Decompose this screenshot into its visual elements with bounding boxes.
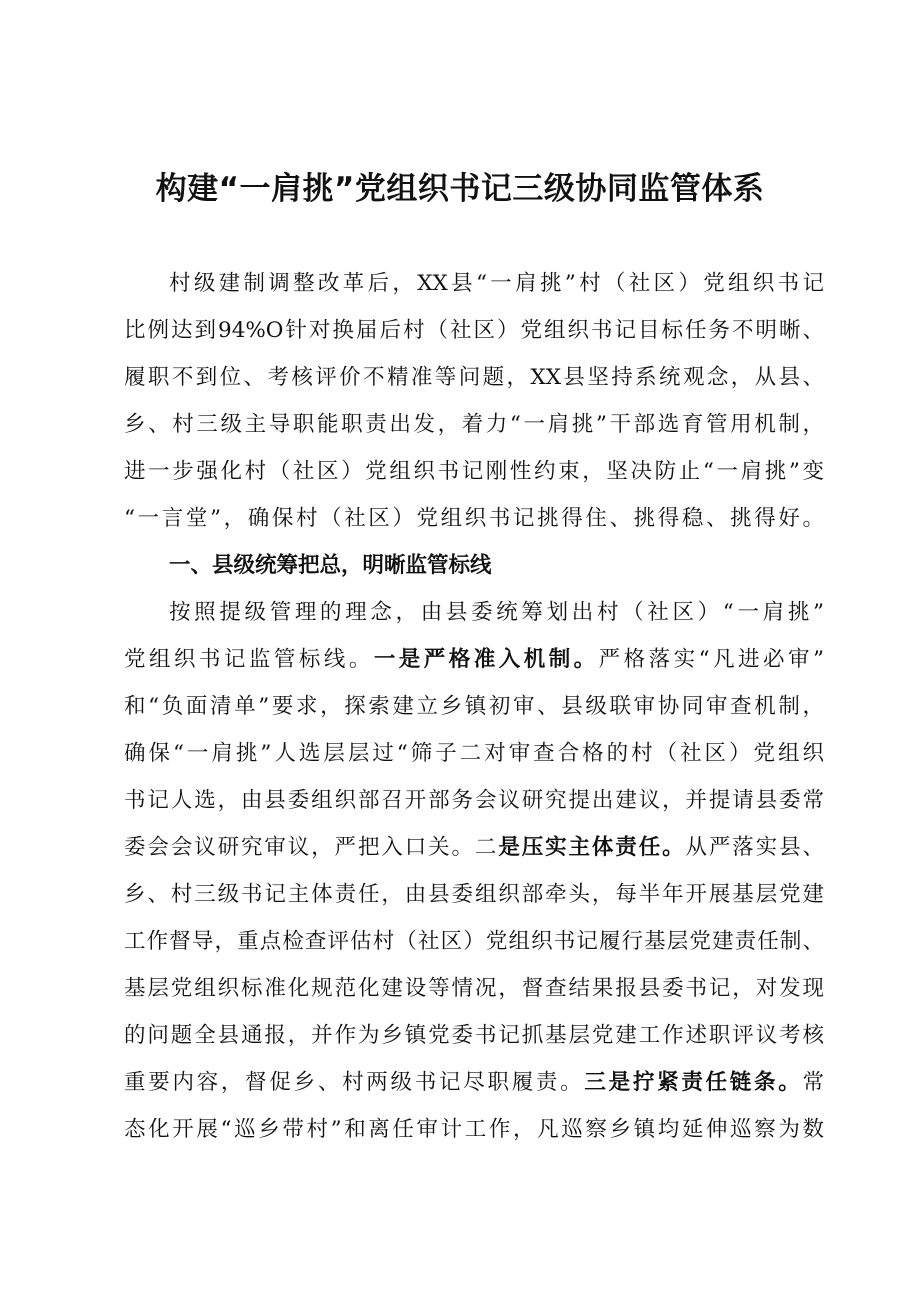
- line-text: 委会会议研究审议，严把入口关。二: [124, 835, 499, 860]
- paragraph-line: 确保“一肩挑”人选层层过“筛子二对审查合格的村（社区）党组织: [124, 741, 824, 766]
- section-heading: 一、县级统筹把总，明晰监管标线: [169, 553, 492, 578]
- paragraph-line: 进一步强化村（社区）党组织书记刚性约束，坚决防止“一肩挑”变: [124, 459, 824, 484]
- document-body: [124, 260, 824, 1153]
- paragraph-line: 工作督导，重点检查评估村（社区）党组织书记履行基层党建责任制、: [124, 929, 824, 954]
- bold-key-point: 一是严格准入机制。: [373, 647, 599, 672]
- bold-key-point: 三是拧紧责任链条。: [584, 1070, 803, 1095]
- line-text: 党组织书记监管标线。: [124, 647, 374, 672]
- paragraph-line: 乡、村三级主导职能职责出发，着力“一肩挑”干部选育管用机制，: [124, 412, 824, 437]
- paragraph-line: 基层党组织标准化规范化建设等情况，督查结果报县委书记，对发现: [124, 976, 824, 1001]
- paragraph-line: 书记人选，由县委组织部召开部务会议研究提出建议，并提请县委常: [124, 788, 824, 813]
- line-text: 从严落实县、: [685, 835, 824, 860]
- paragraph-line: 乡、村三级书记主体责任，由县委组织部牵头，每半年开展基层党建: [124, 882, 824, 907]
- paragraph-line: [124, 1059, 824, 1106]
- paragraph-line: 按照提级管理的理念，由县委统筹划出村（社区）“一肩挑”: [169, 600, 824, 625]
- document-title: 构建“一肩挑”党组织书记三级协同监管体系: [155, 171, 765, 207]
- line-text: 常: [802, 1070, 824, 1095]
- paragraph-line: [124, 636, 824, 683]
- paragraph-line: 的问题全县通报，并作为乡镇党委书记抓基层党建工作述职评议考核: [124, 1023, 824, 1048]
- line-text: 严格落实“凡进必审”: [598, 647, 824, 672]
- paragraph-line: 履职不到位、考核评价不精准等问题，XX县坚持系统观念，从县、: [124, 365, 824, 390]
- paragraph-line: 村级建制调整改革后，XX县“一肩挑”村（社区）党组织书记: [169, 271, 824, 296]
- paragraph-line: “一言堂”，确保村（社区）党组织书记挑得住、挑得稳、挑得好。: [124, 506, 824, 531]
- line-text: 重要内容，督促乡、村两级书记尽职履责。: [124, 1070, 585, 1095]
- paragraph-line: 和“负面清单”要求，探索建立乡镇初审、县级联审协同审查机制，: [124, 694, 824, 719]
- paragraph-line: [124, 824, 824, 871]
- paragraph-line: 态化开展“巡乡带村”和离任审计工作，凡巡察乡镇均延伸巡察为数: [124, 1117, 824, 1142]
- bold-key-point: 是压实主体责任。: [498, 835, 686, 860]
- paragraph-line: 比例达到94%O针对换届后村（社区）党组织书记目标任务不明晰、: [124, 318, 824, 343]
